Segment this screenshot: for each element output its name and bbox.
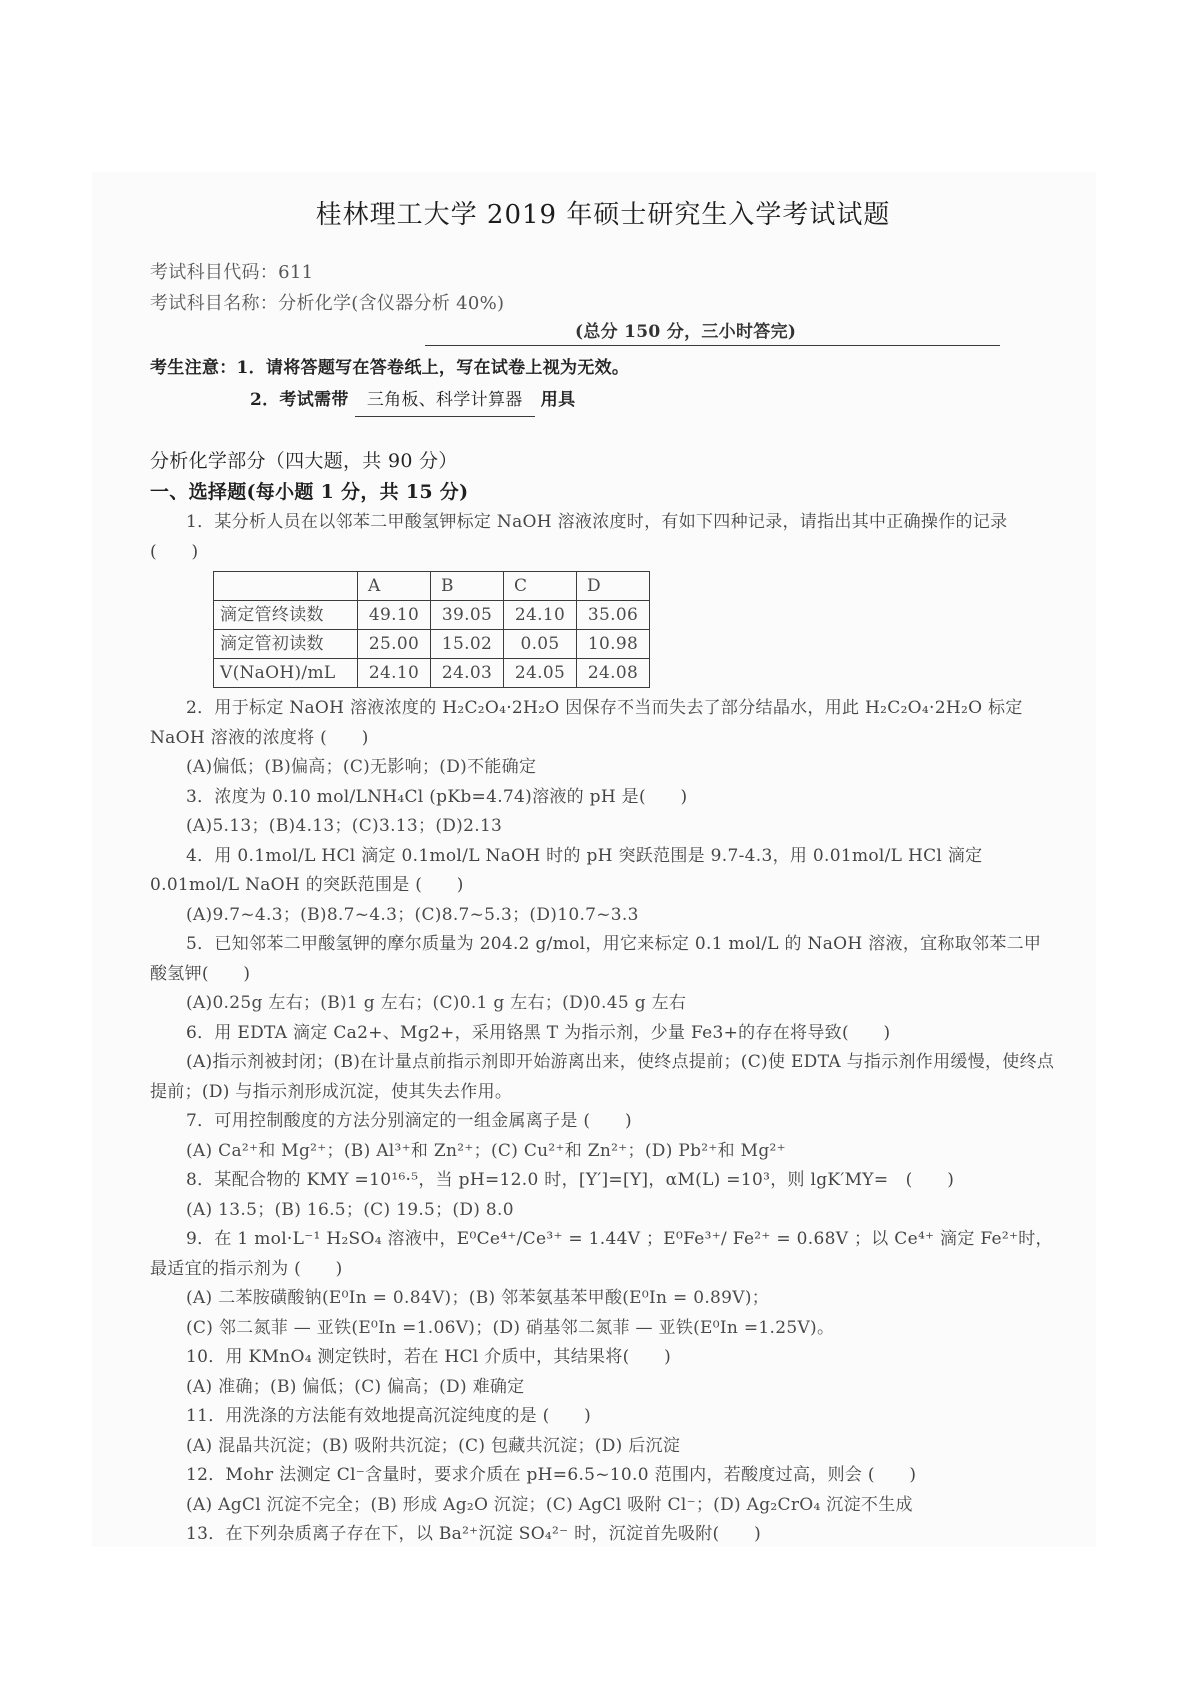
options-12: (A) AgCl 沉淀不完全；(B) 形成 Ag₂O 沉淀；(C) AgCl 吸附 Cl⁻；(D) Ag₂CrO₄ 沉淀不生成 xyxy=(186,1494,913,1515)
table-cell: 35.06 xyxy=(577,601,650,630)
options-3: (A)5.13；(B)4.13；(C)3.13；(D)2.13 xyxy=(186,816,503,836)
table-cell: V(NaOH)/mL xyxy=(214,659,358,688)
question-10: 10．用 KMnO₄ 测定铁时，若在 HCl 介质中，其结果将( ) xyxy=(186,1347,672,1367)
table-header-cell: B xyxy=(431,572,504,601)
table-cell: 24.10 xyxy=(358,659,431,688)
question-12: 12．Mohr 法测定 Cl⁻含量时，要求介质在 pH=6.5~10.0 范围内，若酸度过高，则会 ( ) xyxy=(186,1465,917,1485)
options-10: (A) 准确；(B) 偏低；(C) 偏高；(D) 难确定 xyxy=(186,1376,525,1397)
table-row xyxy=(214,630,650,659)
table-cell: 15.02 xyxy=(431,630,504,659)
question-9: 9．在 1 mol·L⁻¹ H₂SO₄ 溶液中，E⁰Ce⁴⁺/Ce³⁺ = 1.44V ；E⁰Fe³⁺/ Fe²⁺ = 0.68V ；以 Ce⁴⁺ 滴定 Fe²⁺时，最适宜的指示剂为 ( ) xyxy=(150,1229,1053,1279)
table-header-row xyxy=(214,572,650,601)
table-cell: 滴定管初读数 xyxy=(214,630,358,659)
table-cell: 滴定管终读数 xyxy=(214,601,358,630)
options-9b: (C) 邻二氮菲 — 亚铁(E⁰In =1.06V)；(D) 硝基邻二氮菲 — 亚铁(E⁰In =1.25V)。 xyxy=(186,1317,835,1338)
question-4: 4．用 0.1mol/L HCl 滴定 0.1mol/L NaOH 时的 pH 突跃范围是 9.7-4.3，用 0.01mol/L HCl 滴定 0.01mol/L NaOH 的突跃范围是 ( ) xyxy=(150,845,983,895)
table-cell: 10.98 xyxy=(577,630,650,659)
options-7: (A) Ca²⁺和 Mg²⁺；(B) Al³⁺和 Zn²⁺；(C) Cu²⁺和 Zn²⁺；(D) Pb²⁺和 Mg²⁺ xyxy=(186,1140,786,1161)
notice-suffix: 用具 xyxy=(540,390,576,410)
question-11: 11．用洗涤的方法能有效地提高沉淀纯度的是 ( ) xyxy=(186,1406,592,1426)
table-cell: 24.03 xyxy=(431,659,504,688)
options-5: (A)0.25g 左右；(B)1 g 左右；(C)0.1 g 左右；(D)0.45 g 左右 xyxy=(186,993,687,1013)
subject-name: 考试科目名称：分析化学(含仪器分析 40%) xyxy=(150,293,505,314)
table-header-cell: C xyxy=(504,572,577,601)
question-2: 2．用于标定 NaOH 溶液浓度的 H₂C₂O₄·2H₂O 因保存不当而失去了部分结晶水，用此 H₂C₂O₄·2H₂O 标定 NaOH 溶液的浓度将 ( ) xyxy=(150,698,1023,748)
score-line: (总分 150 分，三小时答完) xyxy=(425,319,1000,346)
table-cell: 39.05 xyxy=(431,601,504,630)
record-table xyxy=(213,571,650,688)
notice-line-2 xyxy=(150,384,1056,417)
table-cell: 24.05 xyxy=(504,659,577,688)
table-cell: 25.00 xyxy=(358,630,431,659)
part-title: 一、选择题(每小题 1 分，共 15 分) xyxy=(150,481,469,503)
options-2: (A)偏低；(B)偏高；(C)无影响；(D)不能确定 xyxy=(186,757,537,777)
table-row xyxy=(214,601,650,630)
table-cell: 0.05 xyxy=(504,630,577,659)
options-8: (A) 13.5；(B) 16.5；(C) 19.5；(D) 8.0 xyxy=(186,1199,514,1220)
table-cell: 49.10 xyxy=(358,601,431,630)
table-cell: 24.08 xyxy=(577,659,650,688)
table-row xyxy=(214,659,650,688)
options-4: (A)9.7~4.3；(B)8.7~4.3；(C)8.7~5.3；(D)10.7~3.3 xyxy=(186,904,639,925)
page-title: 桂林理工大学 2019 年硕士研究生入学考试试题 xyxy=(315,200,891,230)
table-header-cell: A xyxy=(358,572,431,601)
exam-sheet xyxy=(150,195,1056,1550)
subject-code: 考试科目代码：611 xyxy=(150,262,314,283)
options-6: (A)指示剂被封闭；(B)在计量点前指示剂即开始游离出来，使终点提前；(C)使 EDTA 与指示剂作用缓慢，使终点提前；(D) 与指示剂形成沉淀，使其失去作用。 xyxy=(150,1052,1055,1102)
options-9a: (A) 二苯胺磺酸钠(E⁰In = 0.84V)；(B) 邻苯氨基苯甲酸(E⁰In = 0.89V)； xyxy=(186,1288,770,1308)
question-1: 1．某分析人员在以邻苯二甲酸氢钾标定 NaOH 溶液浓度时，有如下四种记录，请指出其中正确操作的记录 ( ) xyxy=(150,512,1008,562)
table-header-cell xyxy=(214,572,358,601)
table-header-cell: D xyxy=(577,572,650,601)
question-3: 3．浓度为 0.10 mol/LNH₄Cl (pKb=4.74)溶液的 pH 是( ) xyxy=(186,786,688,807)
options-11: (A) 混晶共沉淀；(B) 吸附共沉淀；(C) 包藏共沉淀；(D) 后沉淀 xyxy=(186,1435,681,1456)
notice-line-1: 考生注意：1．请将答题写在答卷纸上，写在试卷上视为无效。 xyxy=(150,358,630,378)
table-cell: 24.10 xyxy=(504,601,577,630)
question-7: 7．可用控制酸度的方法分别滴定的一组金属离子是 ( ) xyxy=(186,1111,632,1131)
question-6: 6．用 EDTA 滴定 Ca2+、Mg2+，采用铬黑 T 为指示剂，少量 Fe3+的存在将导致( ) xyxy=(186,1022,891,1043)
question-5: 5．已知邻苯二甲酸氢钾的摩尔质量为 204.2 g/mol，用它来标定 0.1 mol/L 的 NaOH 溶液，宜称取邻苯二甲酸氢钾( ) xyxy=(150,934,1042,984)
question-13: 13．在下列杂质离子存在下，以 Ba²⁺沉淀 SO₄²⁻ 时，沉淀首先吸附( ) xyxy=(186,1524,762,1544)
section-title: 分析化学部分（四大题，共 90 分） xyxy=(150,450,458,472)
question-8: 8．某配合物的 KMY =10¹⁶·⁵，当 pH=12.0 时，[Y′]=[Y]，αM(L) =10³，则 lgK′MY= ( ) xyxy=(186,1170,955,1190)
notice-prefix: 2．考试需带 xyxy=(250,390,349,410)
notice-blank: 三角板、科学计算器 xyxy=(355,384,535,417)
